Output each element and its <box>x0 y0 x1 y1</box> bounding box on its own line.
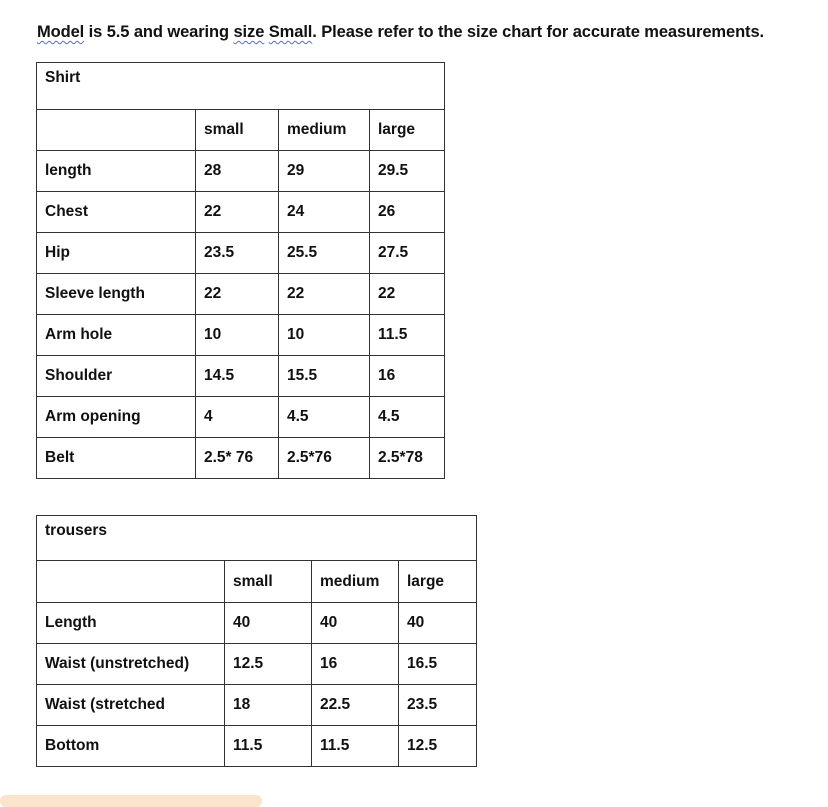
cell-medium: 25.5 <box>279 233 370 274</box>
cell-medium: 22 <box>279 274 370 315</box>
row-label: Waist (unstretched) <box>37 644 225 685</box>
trousers-table-title: trousers <box>37 516 477 561</box>
shirt-header-cell: medium <box>279 110 370 151</box>
size-note-size-word: size <box>233 23 265 41</box>
cell-large: 16 <box>370 356 445 397</box>
cell-large: 26 <box>370 192 445 233</box>
cell-medium: 40 <box>312 603 399 644</box>
cell-large: 16.5 <box>399 644 477 685</box>
shirt-row-sleeve-length <box>37 274 445 315</box>
cell-small: 28 <box>196 151 279 192</box>
shirt-row-arm-hole <box>37 315 445 356</box>
shirt-title-row <box>37 63 445 110</box>
trousers-title-row <box>37 516 477 561</box>
cell-small: 18 <box>225 685 312 726</box>
cell-medium: 22.5 <box>312 685 399 726</box>
cell-medium: 16 <box>312 644 399 685</box>
size-note-small-word: Small <box>268 23 313 41</box>
row-label: Bottom <box>37 726 225 767</box>
cell-small: 23.5 <box>196 233 279 274</box>
shirt-row-shoulder <box>37 356 445 397</box>
shirt-table-title: Shirt <box>37 63 445 110</box>
cell-medium: 15.5 <box>279 356 370 397</box>
shirt-size-table <box>36 62 445 479</box>
cell-small: 2.5* 76 <box>196 438 279 479</box>
cell-medium: 29 <box>279 151 370 192</box>
trousers-row-waist-unstretched <box>37 644 477 685</box>
cell-large: 4.5 <box>370 397 445 438</box>
row-label: Arm hole <box>37 315 196 356</box>
row-label: Hip <box>37 233 196 274</box>
cell-large: 22 <box>370 274 445 315</box>
cell-medium: 2.5*76 <box>279 438 370 479</box>
shirt-header-cell: large <box>370 110 445 151</box>
cell-small: 10 <box>196 315 279 356</box>
trousers-header-cell: large <box>399 561 477 603</box>
cell-large: 12.5 <box>399 726 477 767</box>
trousers-row-length <box>37 603 477 644</box>
size-note-rest-text: . Please refer to the size chart for accurate measurements. <box>312 23 765 41</box>
shirt-header-cell <box>37 110 196 151</box>
row-label: Sleeve length <box>37 274 196 315</box>
size-note-model-word: Model <box>37 23 85 41</box>
row-label: Arm opening <box>37 397 196 438</box>
trousers-header-cell: medium <box>312 561 399 603</box>
shirt-row-hip <box>37 233 445 274</box>
cell-medium: 10 <box>279 315 370 356</box>
cell-medium: 11.5 <box>312 726 399 767</box>
shirt-row-arm-opening <box>37 397 445 438</box>
cell-small: 22 <box>196 274 279 315</box>
size-note <box>37 23 764 42</box>
row-label: Shoulder <box>37 356 196 397</box>
trousers-row-bottom <box>37 726 477 767</box>
trousers-size-table <box>36 515 477 767</box>
row-label: length <box>37 151 196 192</box>
shirt-row-chest <box>37 192 445 233</box>
cell-large: 11.5 <box>370 315 445 356</box>
size-note-middle-text: is 5.5 and wearing <box>84 23 234 41</box>
trousers-row-waist-stretched <box>37 685 477 726</box>
cell-small: 4 <box>196 397 279 438</box>
trousers-header-row <box>37 561 477 603</box>
cell-medium: 24 <box>279 192 370 233</box>
cell-small: 14.5 <box>196 356 279 397</box>
shirt-header-row <box>37 110 445 151</box>
trousers-header-cell <box>37 561 225 603</box>
cell-small: 12.5 <box>225 644 312 685</box>
cell-small: 40 <box>225 603 312 644</box>
cell-large: 40 <box>399 603 477 644</box>
cell-medium: 4.5 <box>279 397 370 438</box>
cell-large: 29.5 <box>370 151 445 192</box>
shirt-header-cell: small <box>196 110 279 151</box>
row-label: Length <box>37 603 225 644</box>
row-label: Chest <box>37 192 196 233</box>
trousers-header-cell: small <box>225 561 312 603</box>
cell-large: 23.5 <box>399 685 477 726</box>
row-label: Waist (stretched <box>37 685 225 726</box>
cell-small: 11.5 <box>225 726 312 767</box>
shirt-row-length <box>37 151 445 192</box>
cell-large: 27.5 <box>370 233 445 274</box>
row-label: Belt <box>37 438 196 479</box>
shirt-row-belt <box>37 438 445 479</box>
cell-small: 22 <box>196 192 279 233</box>
cell-large: 2.5*78 <box>370 438 445 479</box>
bottom-highlight-bar <box>0 795 262 807</box>
